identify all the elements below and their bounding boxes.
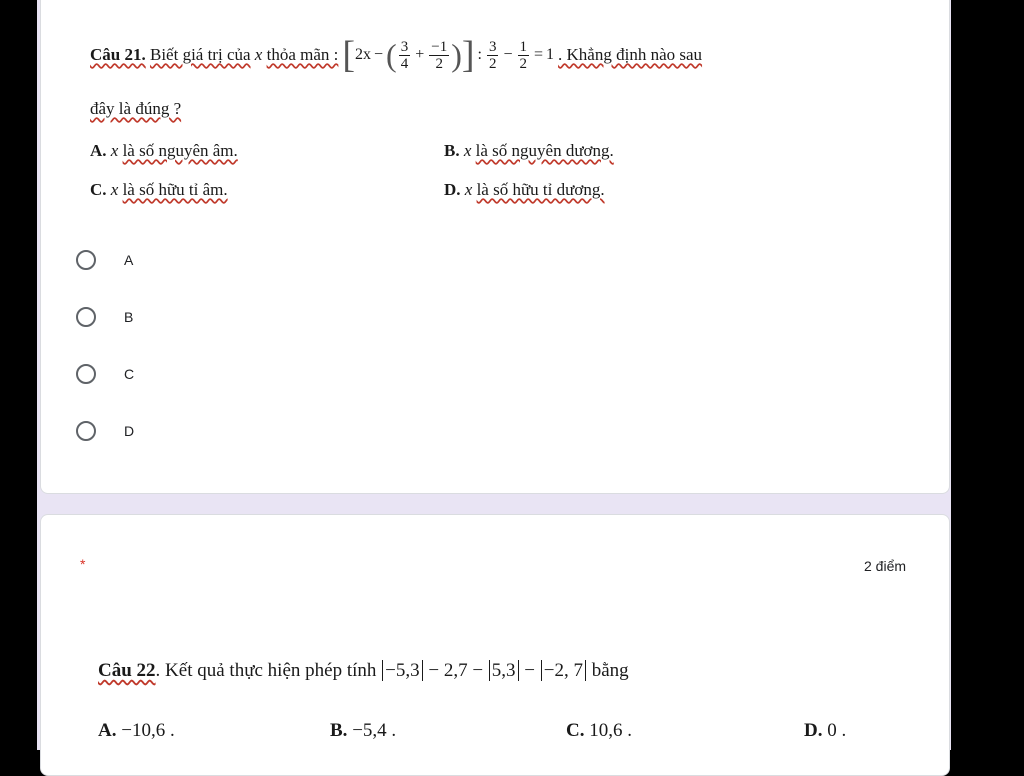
choice-d-label: D (124, 423, 135, 439)
question-22-option-a: A. −10,6 . (98, 720, 175, 741)
question-21-label: Câu 21. (90, 45, 146, 64)
choice-d[interactable] (76, 421, 134, 441)
points-label: 2 điểm (864, 558, 907, 574)
fraction-4: $\frac{1}{2}$ (519, 38, 527, 72)
right-bracket: ] (461, 34, 475, 76)
abs-term-2: 5,3 (489, 660, 519, 681)
choice-c[interactable] (76, 364, 134, 384)
right-paren: ) (451, 37, 462, 73)
left-bracket: [ (342, 34, 356, 76)
question-21-intro: Biết giá trị của (149, 45, 251, 64)
question-21-option-d: D. x là số hữu tỉ dương. (444, 180, 605, 199)
formula-minus: − (374, 46, 384, 63)
formula-minus-2: − (503, 46, 513, 63)
choice-b-label: B (124, 309, 134, 325)
question-21-line2: đây là đúng ? (90, 99, 182, 118)
question-22-label: Câu 22 (98, 660, 156, 681)
radio-button-d[interactable] (76, 421, 96, 441)
screen-edge-right (951, 0, 1024, 750)
question-card-21 (40, 0, 950, 494)
left-paren: ( (386, 37, 397, 73)
question-22-text: Câu 22. Kết quả thực hiện phép tính −5,3 − 2,7 − 5,3 − −2, 7 bằng (98, 660, 629, 681)
radio-button-b[interactable] (76, 307, 96, 327)
fraction-3: $\frac{3}{2}$ (488, 38, 497, 72)
question-21-option-b: B. x là số nguyên dương. (444, 141, 614, 160)
question-21-text (90, 36, 702, 74)
choice-a-label: A (124, 252, 134, 268)
question-22-option-c: C. 10,6 . (566, 720, 632, 741)
formula-rhs: 1 (546, 46, 555, 63)
formula-plus: + (415, 46, 425, 63)
question-21-formula (342, 36, 554, 74)
question-21-text-after: . Khẳng định nào sau (558, 45, 703, 64)
question-21-option-c: C. x là số hữu tỉ âm. (90, 180, 228, 199)
choice-c-label: C (124, 366, 135, 382)
question-22-option-b: B. −5,4 . (330, 720, 397, 741)
abs-term-3: −2, 7 (541, 660, 586, 681)
formula-equals: = (534, 46, 544, 63)
fraction-1: $\frac{3}{4}$ (400, 38, 409, 72)
choice-a[interactable] (76, 250, 133, 270)
variable-x: x (254, 45, 263, 64)
question-21-option-a: A. x là số nguyên âm. (90, 141, 238, 160)
formula-term1: 2x (355, 46, 372, 63)
radio-button-c[interactable] (76, 364, 96, 384)
radio-button-a[interactable] (76, 250, 96, 270)
choice-b[interactable] (76, 307, 133, 327)
formula-colon: : (477, 46, 482, 63)
abs-term-1: −5,3 (382, 660, 422, 681)
question-22-option-d: D. 0 . (804, 720, 847, 741)
question-21-text-before: thỏa mãn : (266, 45, 339, 64)
required-asterisk: * (80, 556, 86, 572)
fraction-2: $\frac{-1}{2}$ (431, 38, 448, 72)
screen-edge-left (0, 0, 37, 750)
